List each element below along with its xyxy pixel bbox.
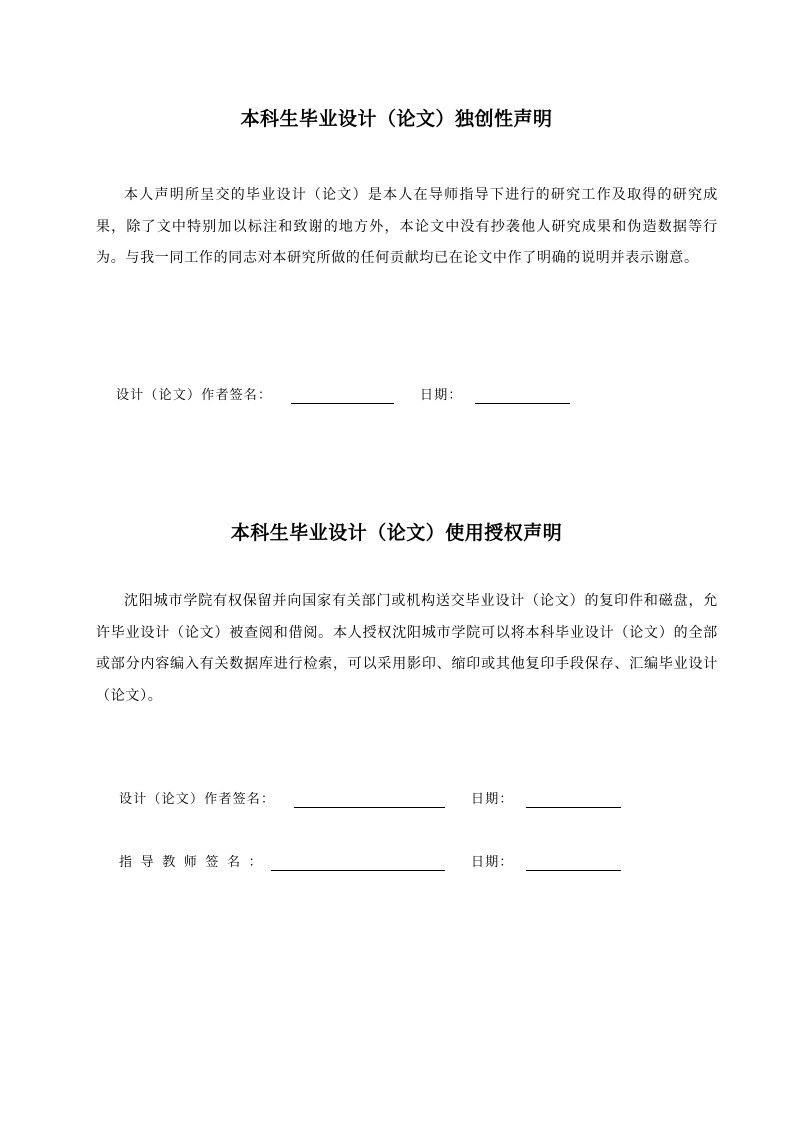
date-line xyxy=(475,403,570,404)
supervisor-signature-label: 指导教师签名： xyxy=(119,855,271,870)
supervisor-signature-row xyxy=(0,851,793,873)
date-line xyxy=(526,870,621,871)
author-signature-line xyxy=(291,403,394,404)
originality-title: 本科生毕业设计（论文）独创性声明 xyxy=(240,108,553,130)
originality-signature-row xyxy=(0,384,793,406)
date-line xyxy=(526,807,621,808)
authorization-statement-body: 沈阳城市学院有权保留并向国家有关部门或机构送交毕业设计（论文）的复印件和磁盘，允许毕业设计（论文）被查阅和借阅。本人授权沈阳城市学院可以将本科毕业设计（论文）的全部或部分内容编入有关数据库进行检索，可以采用影印、缩印或其他复印手段保存、汇编毕业设计（论文）。 xyxy=(96,593,718,704)
date-label: 日期： xyxy=(420,388,463,403)
supervisor-signature-line xyxy=(271,870,445,871)
author-signature-line xyxy=(294,807,445,808)
author-signature-label: 设计（论文）作者签名： xyxy=(116,388,273,403)
authorization-title: 本科生毕业设计（论文）使用授权声明 xyxy=(230,522,563,544)
date-label: 日期： xyxy=(471,792,514,807)
authorization-author-signature-row xyxy=(0,788,793,810)
author-signature-label: 设计（论文）作者签名： xyxy=(119,792,276,807)
originality-statement-body: 本人声明所呈交的毕业设计（论文）是本人在导师指导下进行的研究工作及取得的研究成果，除了文中特别加以标注和致谢的地方外，本论文中没有抄袭他人研究成果和伪造数据等行为。与我一同工作的同志对本研究所做的任何贡献均已在论文中作了明确的说明并表示谢意。 xyxy=(96,187,718,266)
date-label: 日期： xyxy=(471,855,514,870)
